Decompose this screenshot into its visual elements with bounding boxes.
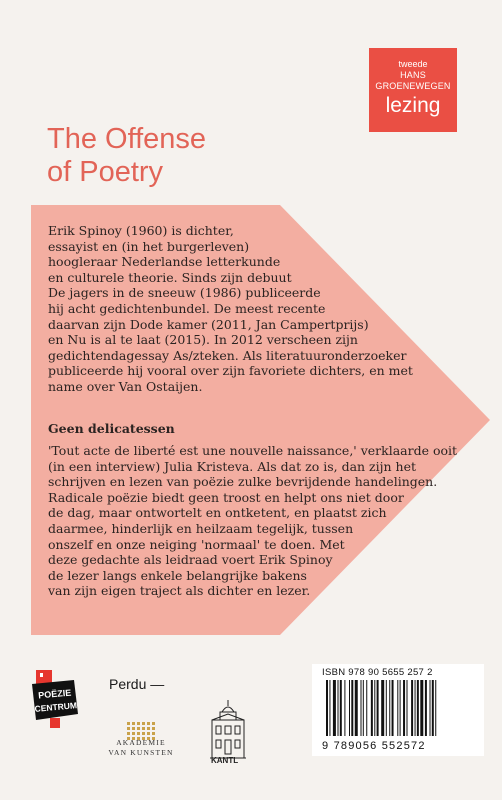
poezie-text: POËZIE [37,687,72,701]
body-line: (in een interview) Julia Kristeva. Als dat zo is, dan zijn het [48,458,416,474]
body-line: de lezer langs enkele belangrijke bakens [48,567,307,583]
bio-line: Erik Spinoy (1960) is dichter, [48,223,234,238]
badge-line-3: GROENEWEGEN [375,81,451,91]
title-line-1: The Offense [47,123,207,155]
badge-line-2: HANS [400,70,426,80]
centrum-text: CENTRUM [34,700,78,714]
bio-line: gedichtendagessay As/zteken. Als literatuuronderzoeker [48,347,407,363]
bio-line: hij acht gedichtenbundel. De meest recente [48,300,326,316]
akademie-text [101,738,181,758]
barcode-digits: 9 789056 552572 [322,740,426,752]
poezie-centrum-logo [30,670,80,732]
body-line: onszelf en onze neiging 'normaal' te doen. Met [48,536,345,552]
bio-line: daarvan zijn Dode kamer (2011, Jan Campertprijs) [48,316,369,332]
bio-line: en Nu is al te laat (2015). In 2012 verscheen zijn [48,332,358,348]
akademie-line-1: AKADEMIE [116,738,166,747]
section-body [48,443,488,599]
bio-line: De jagers in de sneeuw (1986) publiceerde [48,285,321,301]
title-line-2: of Poetry [47,156,164,188]
body-line: Radicale poëzie biedt geen troost en helpt ons niet door [48,489,404,505]
kantl-text: KANTL [211,756,239,765]
body-line: schrijven en lezen van poëzie zulke bevrijdende handelingen. [48,474,438,490]
body-line: daarmee, hinderlijk en heilzaam tegelijk, tussen [48,520,354,536]
bio-line: name over Van Ostaijen. [48,378,203,394]
bio-line: publiceerde hij vooral over zijn favoriete dichters, en met [48,363,413,379]
body-line: van zijn eigen traject als dichter en lezer. [48,583,311,599]
bio-line: hoogleraar Nederlandse letterkunde [48,254,281,270]
bio-line: en culturele theorie. Sinds zijn debuut [48,269,292,285]
section-heading: Geen delicatessen [48,421,175,436]
perdu-logo: Perdu — [109,676,165,692]
author-bio [48,223,468,395]
kantl-building-logo [208,693,248,765]
body-line: deze gedachte als leidraad voert Erik Spinoy [48,552,333,568]
body-line: 'Tout acte de liberté est une nouvelle naissance,' verklaarde ooit [48,443,458,458]
badge-line-1: tweede [398,59,428,69]
isbn-label: ISBN 978 90 5655 257 2 [322,667,433,678]
body-line: de dag, maar ontwortelt en ontketent, en plaatst zich [48,505,387,521]
bio-line: essayist en (in het burgerleven) [48,238,250,254]
lecture-badge [369,48,457,132]
book-title [47,123,206,189]
akademie-line-2: VAN KUNSTEN [108,748,174,757]
badge-line-4: lezing [385,94,441,117]
barcode-bars [326,680,476,738]
